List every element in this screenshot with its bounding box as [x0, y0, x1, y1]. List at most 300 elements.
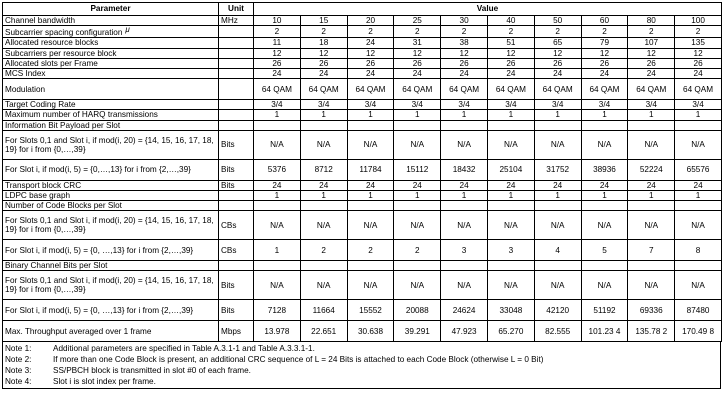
- value-cell: 1: [534, 110, 581, 120]
- value-cell: N/A: [441, 130, 488, 159]
- value-cell: 1: [628, 190, 675, 200]
- table-row: [3, 100, 722, 110]
- value-cell: 26: [675, 58, 722, 68]
- table-row: [3, 16, 722, 26]
- value-cell: [254, 120, 301, 130]
- row-label: [3, 159, 219, 180]
- header-unit: Unit: [219, 3, 254, 16]
- note-text: Slot i is slot index per frame.: [53, 377, 156, 387]
- row-unit: [219, 201, 254, 211]
- value-cell: 31: [394, 38, 441, 48]
- mu-symbol: μ: [125, 25, 130, 35]
- value-cell: [581, 261, 628, 271]
- value-cell: 24: [534, 68, 581, 78]
- value-cell: 2: [347, 240, 394, 261]
- value-cell: 135: [675, 38, 722, 48]
- value-cell: 20: [347, 16, 394, 26]
- value-cell: 3/4: [394, 100, 441, 110]
- value-cell: 38936: [581, 159, 628, 180]
- value-cell: 24: [487, 68, 534, 78]
- value-cell: 24: [534, 180, 581, 190]
- value-cell: [675, 201, 722, 211]
- note-number: Note 3:: [5, 366, 32, 376]
- value-cell: 65.270: [487, 321, 534, 342]
- value-cell: N/A: [675, 271, 722, 300]
- value-cell: N/A: [487, 211, 534, 240]
- value-cell: 11784: [347, 159, 394, 180]
- value-cell: 51: [487, 38, 534, 48]
- value-cell: N/A: [534, 271, 581, 300]
- value-cell: 7: [628, 240, 675, 261]
- table-row: [3, 190, 722, 200]
- value-cell: 24: [675, 180, 722, 190]
- row-unit: [219, 26, 254, 38]
- value-cell: 12: [441, 48, 488, 58]
- row-label: [3, 201, 219, 211]
- value-cell: [487, 120, 534, 130]
- value-cell: 2: [394, 240, 441, 261]
- value-cell: 3/4: [581, 100, 628, 110]
- row-label-text: Number of Code Blocks per Slot: [5, 201, 122, 211]
- value-cell: 2: [300, 26, 347, 38]
- note-line: [5, 365, 718, 376]
- value-cell: 1: [254, 240, 301, 261]
- row-label-text: For Slot i, if mod(i, 5) = {0, …,13} for i from {2,…,39}: [5, 245, 194, 255]
- value-cell: 11664: [300, 300, 347, 321]
- value-cell: 1: [675, 190, 722, 200]
- value-cell: 15112: [394, 159, 441, 180]
- value-cell: 24: [394, 180, 441, 190]
- value-cell: 12: [487, 48, 534, 58]
- row-label-text: Subcarrier spacing configuration: [5, 28, 123, 38]
- value-cell: 1: [300, 190, 347, 200]
- value-cell: N/A: [441, 211, 488, 240]
- row-label: [3, 240, 219, 261]
- value-cell: 25: [394, 16, 441, 26]
- table-row: [3, 300, 722, 321]
- value-cell: N/A: [628, 130, 675, 159]
- table-row: [3, 211, 722, 240]
- value-cell: N/A: [534, 130, 581, 159]
- row-label-text: For Slots 0,1 and Slot i, if mod(i, 20) = {14, 15, 16, 17, 18, 19} for i from {0,…,39}: [5, 276, 214, 295]
- value-cell: 64 QAM: [628, 79, 675, 100]
- value-cell: 3/4: [534, 100, 581, 110]
- value-cell: 33048: [487, 300, 534, 321]
- row-label-text: Max. Throughput averaged over 1 frame: [5, 326, 152, 336]
- value-cell: 79: [581, 38, 628, 48]
- row-unit: [219, 100, 254, 110]
- note-text: Additional parameters are specified in Table A.3.1-1 and Table A.3.3.1-1.: [53, 344, 315, 354]
- value-cell: 40: [487, 16, 534, 26]
- value-cell: 2: [347, 26, 394, 38]
- row-label: [3, 130, 219, 159]
- value-cell: 52224: [628, 159, 675, 180]
- value-cell: 24: [441, 68, 488, 78]
- row-label: [3, 100, 219, 110]
- row-label-text: Subcarriers per resource block: [5, 48, 117, 58]
- value-cell: 135.78 2: [628, 321, 675, 342]
- value-cell: 24624: [441, 300, 488, 321]
- table-row: [3, 261, 722, 271]
- value-cell: 24: [487, 180, 534, 190]
- value-cell: 2: [534, 26, 581, 38]
- row-unit: [219, 79, 254, 100]
- value-cell: N/A: [628, 211, 675, 240]
- value-cell: 2: [487, 26, 534, 38]
- value-cell: 12: [534, 48, 581, 58]
- value-cell: 18: [300, 38, 347, 48]
- value-cell: 3/4: [675, 100, 722, 110]
- table-row: [3, 79, 722, 100]
- value-cell: 15552: [347, 300, 394, 321]
- row-label: [3, 190, 219, 200]
- row-label: [3, 271, 219, 300]
- value-cell: [441, 201, 488, 211]
- value-cell: 30.638: [347, 321, 394, 342]
- value-cell: 26: [254, 58, 301, 68]
- row-label: [3, 38, 219, 48]
- value-cell: 10: [254, 16, 301, 26]
- notes-section: [2, 342, 721, 389]
- row-label: [3, 300, 219, 321]
- value-cell: 60: [581, 16, 628, 26]
- row-unit: [219, 110, 254, 120]
- value-cell: 1: [394, 190, 441, 200]
- value-cell: N/A: [347, 211, 394, 240]
- value-cell: 2: [254, 26, 301, 38]
- row-label: [3, 48, 219, 58]
- value-cell: 1: [347, 110, 394, 120]
- value-cell: 24: [394, 68, 441, 78]
- row-label-text: For Slots 0,1 and Slot i, if mod(i, 20) = {14, 15, 16, 17, 18, 19} for i from {0,…,39}: [5, 216, 214, 235]
- row-label: [3, 79, 219, 100]
- value-cell: 1: [347, 190, 394, 200]
- value-cell: N/A: [254, 271, 301, 300]
- row-label-text: Allocated resource blocks: [5, 38, 99, 48]
- spec-table-container: [2, 2, 721, 389]
- value-cell: 38: [441, 38, 488, 48]
- value-cell: 1: [581, 190, 628, 200]
- value-cell: [441, 261, 488, 271]
- value-cell: 2: [394, 26, 441, 38]
- value-cell: 4: [534, 240, 581, 261]
- value-cell: 26: [300, 58, 347, 68]
- value-cell: 64 QAM: [441, 79, 488, 100]
- row-label-text: Allocated slots per Frame: [5, 58, 98, 68]
- row-label: [3, 321, 219, 342]
- value-cell: [534, 261, 581, 271]
- value-cell: 87480: [675, 300, 722, 321]
- value-cell: 12: [254, 48, 301, 58]
- value-cell: 1: [628, 110, 675, 120]
- value-cell: 5376: [254, 159, 301, 180]
- row-unit: Mbps: [219, 321, 254, 342]
- value-cell: [628, 201, 675, 211]
- value-cell: 5: [581, 240, 628, 261]
- value-cell: [254, 261, 301, 271]
- note-line: [5, 376, 718, 387]
- value-cell: [487, 201, 534, 211]
- value-cell: 24: [254, 68, 301, 78]
- table-row: [3, 110, 722, 120]
- value-cell: 64 QAM: [534, 79, 581, 100]
- value-cell: 69336: [628, 300, 675, 321]
- value-cell: N/A: [581, 271, 628, 300]
- value-cell: 64 QAM: [581, 79, 628, 100]
- value-cell: 64 QAM: [347, 79, 394, 100]
- value-cell: 26: [441, 58, 488, 68]
- row-unit: [219, 190, 254, 200]
- row-label: [3, 211, 219, 240]
- value-cell: 30: [441, 16, 488, 26]
- row-label: [3, 261, 219, 271]
- value-cell: 1: [254, 110, 301, 120]
- row-unit: [219, 120, 254, 130]
- value-cell: 2: [441, 26, 488, 38]
- value-cell: [628, 261, 675, 271]
- value-cell: 12: [628, 48, 675, 58]
- row-unit: [219, 68, 254, 78]
- row-label-text: MCS Index: [5, 68, 46, 78]
- row-unit: Bits: [219, 180, 254, 190]
- value-cell: N/A: [487, 130, 534, 159]
- value-cell: 15: [300, 16, 347, 26]
- header-parameter: Parameter: [3, 3, 219, 16]
- row-label: [3, 58, 219, 68]
- row-label-text: Channel bandwidth: [5, 16, 76, 25]
- value-cell: 12: [394, 48, 441, 58]
- row-label-text: LDPC base graph: [5, 190, 71, 200]
- value-cell: N/A: [254, 130, 301, 159]
- throughput-spec-table: [2, 2, 722, 342]
- value-cell: 12: [300, 48, 347, 58]
- value-cell: N/A: [581, 130, 628, 159]
- value-cell: 64 QAM: [300, 79, 347, 100]
- value-cell: 24: [347, 38, 394, 48]
- value-cell: 26: [394, 58, 441, 68]
- value-cell: 1: [487, 190, 534, 200]
- value-cell: 18432: [441, 159, 488, 180]
- value-cell: 24: [581, 68, 628, 78]
- table-row: [3, 180, 722, 190]
- value-cell: 64 QAM: [394, 79, 441, 100]
- value-cell: [581, 201, 628, 211]
- value-cell: [394, 261, 441, 271]
- value-cell: [394, 120, 441, 130]
- table-row: [3, 120, 722, 130]
- value-cell: N/A: [581, 211, 628, 240]
- value-cell: 2: [581, 26, 628, 38]
- value-cell: N/A: [300, 130, 347, 159]
- value-cell: 1: [300, 110, 347, 120]
- value-cell: 101.23 4: [581, 321, 628, 342]
- value-cell: [675, 261, 722, 271]
- value-cell: N/A: [254, 211, 301, 240]
- value-cell: 3/4: [347, 100, 394, 110]
- value-cell: 12: [347, 48, 394, 58]
- value-cell: 100: [675, 16, 722, 26]
- value-cell: 3/4: [300, 100, 347, 110]
- value-cell: N/A: [347, 271, 394, 300]
- row-label-text: For Slot i, if mod(i, 5) = {0,…,13} for i from {2,…,39}: [5, 165, 191, 175]
- value-cell: [254, 201, 301, 211]
- value-cell: [487, 261, 534, 271]
- row-label: [3, 26, 219, 38]
- row-label: [3, 16, 219, 26]
- row-label: [3, 120, 219, 130]
- value-cell: N/A: [394, 271, 441, 300]
- value-cell: [394, 201, 441, 211]
- value-cell: 3/4: [254, 100, 301, 110]
- table-row: [3, 240, 722, 261]
- row-unit: [219, 261, 254, 271]
- value-cell: 25104: [487, 159, 534, 180]
- value-cell: 24: [675, 68, 722, 78]
- value-cell: 47.923: [441, 321, 488, 342]
- row-unit: Bits: [219, 130, 254, 159]
- value-cell: 7128: [254, 300, 301, 321]
- value-cell: [300, 201, 347, 211]
- value-cell: [534, 120, 581, 130]
- value-cell: 170.49 8: [675, 321, 722, 342]
- value-cell: [347, 201, 394, 211]
- value-cell: 2: [628, 26, 675, 38]
- note-number: Note 2:: [5, 355, 32, 365]
- value-cell: N/A: [394, 130, 441, 159]
- value-cell: 1: [441, 190, 488, 200]
- value-cell: 65576: [675, 159, 722, 180]
- row-label: [3, 68, 219, 78]
- value-cell: 1: [487, 110, 534, 120]
- value-cell: 3: [441, 240, 488, 261]
- value-cell: 24: [581, 180, 628, 190]
- row-label-text: Modulation: [5, 84, 46, 94]
- note-line: [5, 343, 718, 354]
- value-cell: N/A: [394, 211, 441, 240]
- value-cell: 2: [675, 26, 722, 38]
- value-cell: 80: [628, 16, 675, 26]
- value-cell: 64 QAM: [254, 79, 301, 100]
- value-cell: N/A: [487, 271, 534, 300]
- value-cell: 8: [675, 240, 722, 261]
- value-cell: N/A: [628, 271, 675, 300]
- value-cell: 26: [534, 58, 581, 68]
- table-row: [3, 271, 722, 300]
- value-cell: 50: [534, 16, 581, 26]
- value-cell: [628, 120, 675, 130]
- value-cell: N/A: [300, 271, 347, 300]
- value-cell: 82.555: [534, 321, 581, 342]
- table-row: [3, 321, 722, 342]
- row-unit: Bits: [219, 159, 254, 180]
- row-label-text: Binary Channel Bits per Slot: [5, 261, 108, 271]
- value-cell: 11: [254, 38, 301, 48]
- value-cell: 51192: [581, 300, 628, 321]
- value-cell: 1: [441, 110, 488, 120]
- table-row: [3, 201, 722, 211]
- value-cell: 24: [347, 180, 394, 190]
- row-unit: MHz: [219, 16, 254, 26]
- value-cell: 65: [534, 38, 581, 48]
- value-cell: 26: [628, 58, 675, 68]
- row-unit: [219, 38, 254, 48]
- value-cell: N/A: [675, 130, 722, 159]
- value-cell: 24: [628, 68, 675, 78]
- table-row: [3, 68, 722, 78]
- table-row: [3, 48, 722, 58]
- row-label: [3, 180, 219, 190]
- table-row: [3, 130, 722, 159]
- value-cell: 64 QAM: [487, 79, 534, 100]
- value-cell: 1: [394, 110, 441, 120]
- note-number: Note 1:: [5, 344, 32, 354]
- row-unit: CBs: [219, 240, 254, 261]
- value-cell: [347, 261, 394, 271]
- value-cell: [300, 120, 347, 130]
- value-cell: 12: [581, 48, 628, 58]
- value-cell: 39.291: [394, 321, 441, 342]
- row-label-text: Target Coding Rate: [5, 100, 76, 110]
- value-cell: 20088: [394, 300, 441, 321]
- value-cell: N/A: [300, 211, 347, 240]
- value-cell: 3/4: [487, 100, 534, 110]
- note-line: [5, 354, 718, 365]
- note-text: If more than one Code Block is present, an additional CRC sequence of L = 24 Bits is attached to each Code Block (otherwise L = 0 Bit): [53, 355, 544, 365]
- value-cell: 24: [628, 180, 675, 190]
- value-cell: 3/4: [628, 100, 675, 110]
- table-row: [3, 38, 722, 48]
- value-cell: N/A: [441, 271, 488, 300]
- value-cell: 3: [487, 240, 534, 261]
- row-label: [3, 110, 219, 120]
- value-cell: [347, 120, 394, 130]
- value-cell: [300, 261, 347, 271]
- header-value: Value: [254, 3, 722, 16]
- value-cell: [581, 120, 628, 130]
- value-cell: 26: [581, 58, 628, 68]
- value-cell: 1: [254, 190, 301, 200]
- value-cell: 12: [675, 48, 722, 58]
- value-cell: 8712: [300, 159, 347, 180]
- value-cell: 3/4: [441, 100, 488, 110]
- value-cell: 26: [347, 58, 394, 68]
- row-unit: Bits: [219, 271, 254, 300]
- row-unit: [219, 48, 254, 58]
- value-cell: 107: [628, 38, 675, 48]
- value-cell: [441, 120, 488, 130]
- value-cell: [534, 201, 581, 211]
- value-cell: 13.978: [254, 321, 301, 342]
- row-label-text: Information Bit Payload per Slot: [5, 120, 121, 130]
- value-cell: [675, 120, 722, 130]
- value-cell: N/A: [675, 211, 722, 240]
- row-label-text: For Slots 0,1 and Slot i, if mod(i, 20) = {14, 15, 16, 17, 18, 19} for i from {0,…,39}: [5, 135, 214, 154]
- row-label-text: For Slot i, if mod(i, 5) = {0, …,13} for i from {2,…,39}: [5, 305, 194, 315]
- value-cell: 24: [347, 68, 394, 78]
- value-cell: 1: [581, 110, 628, 120]
- row-unit: CBs: [219, 211, 254, 240]
- table-row: [3, 58, 722, 68]
- value-cell: 2: [300, 240, 347, 261]
- value-cell: 26: [487, 58, 534, 68]
- value-cell: 24: [300, 68, 347, 78]
- row-label-text: Maximum number of HARQ transmissions: [5, 110, 158, 120]
- table-body: [3, 16, 722, 342]
- value-cell: 31752: [534, 159, 581, 180]
- value-cell: 22.651: [300, 321, 347, 342]
- value-cell: 64 QAM: [675, 79, 722, 100]
- value-cell: 1: [675, 110, 722, 120]
